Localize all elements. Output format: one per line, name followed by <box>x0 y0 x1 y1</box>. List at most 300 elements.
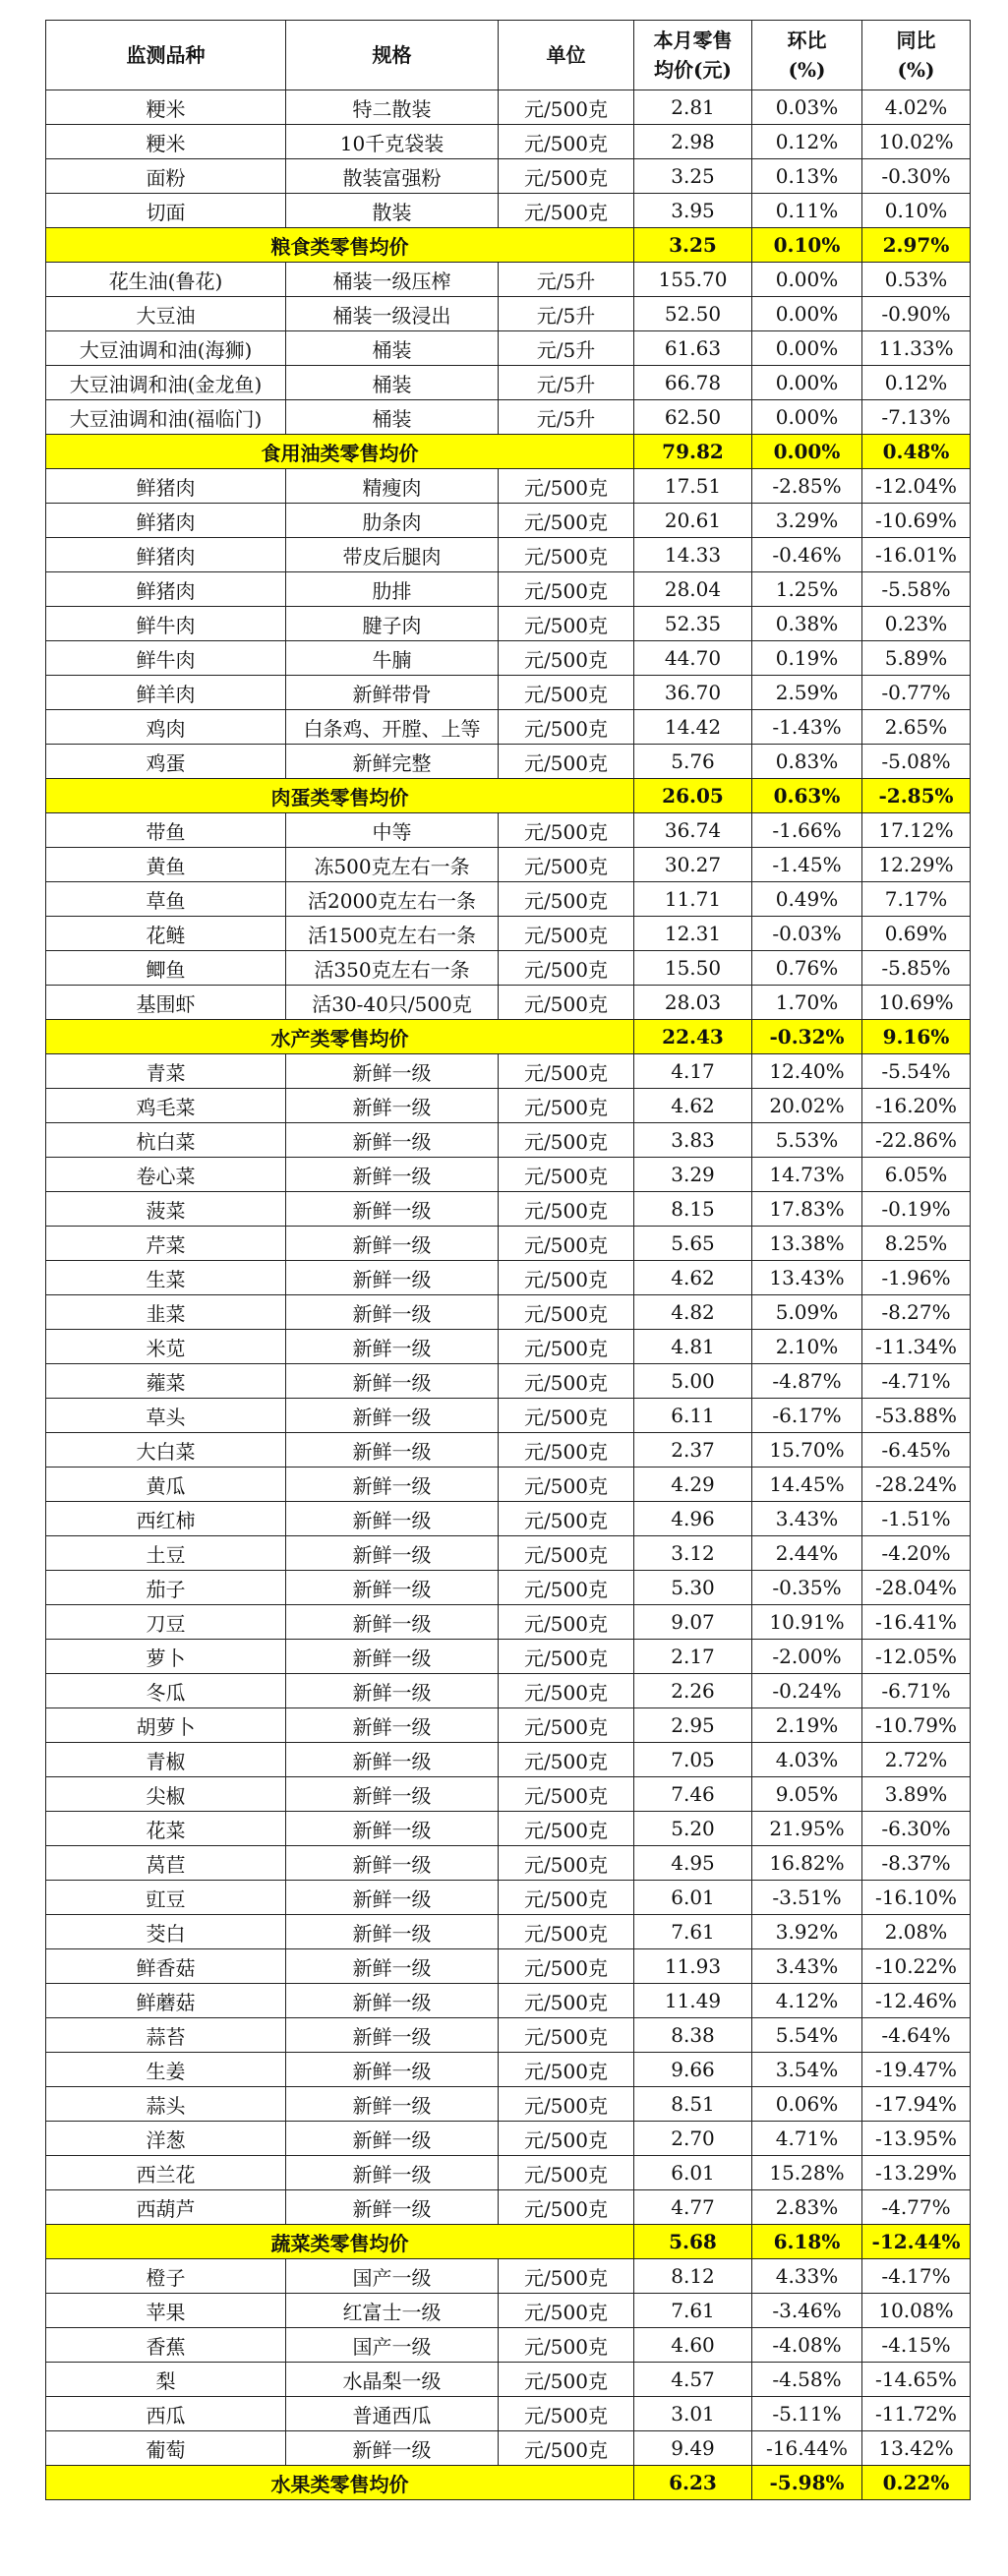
item-price: 3.12 <box>634 1536 752 1571</box>
item-mom: 4.71% <box>752 2122 862 2156</box>
item-name: 尖椒 <box>46 1777 286 1812</box>
item-unit: 元/500克 <box>499 2294 634 2328</box>
item-spec: 新鲜带骨 <box>286 676 499 710</box>
average-label: 水果类零售均价 <box>46 2466 634 2500</box>
item-mom: 0.00% <box>752 297 862 331</box>
item-price: 4.60 <box>634 2328 752 2363</box>
average-label: 食用油类零售均价 <box>46 435 634 469</box>
item-spec: 新鲜一级 <box>286 2018 499 2053</box>
item-yoy: -8.37% <box>862 1846 971 1881</box>
item-yoy: -28.24% <box>862 1468 971 1502</box>
item-name: 鲜蘑菇 <box>46 1984 286 2018</box>
table-row <box>46 1123 971 1158</box>
item-mom: 0.12% <box>752 125 862 159</box>
item-name: 鲜猪肉 <box>46 504 286 538</box>
item-price: 5.65 <box>634 1227 752 1261</box>
table-row <box>46 572 971 607</box>
item-mom: 14.73% <box>752 1158 862 1192</box>
item-name: 花生油(鲁花) <box>46 263 286 297</box>
item-unit: 元/5升 <box>499 366 634 400</box>
table-row <box>46 1330 971 1364</box>
item-mom: 2.83% <box>752 2190 862 2225</box>
table-row <box>46 813 971 848</box>
table-row <box>46 1399 971 1433</box>
price-table-container <box>45 20 970 2500</box>
item-mom: 4.12% <box>752 1984 862 2018</box>
item-name: 鸡毛菜 <box>46 1089 286 1123</box>
table-row <box>46 1536 971 1571</box>
item-spec: 新鲜一级 <box>286 1123 499 1158</box>
item-spec: 新鲜一级 <box>286 1743 499 1777</box>
item-price: 52.35 <box>634 607 752 641</box>
item-price: 3.01 <box>634 2397 752 2431</box>
item-price: 4.96 <box>634 1502 752 1536</box>
item-spec: 新鲜一级 <box>286 2156 499 2190</box>
table-row <box>46 882 971 917</box>
item-yoy: -10.22% <box>862 1949 971 1984</box>
item-unit: 元/500克 <box>499 2328 634 2363</box>
item-name: 葡萄 <box>46 2431 286 2466</box>
item-spec: 10千克袋装 <box>286 125 499 159</box>
average-mom: -5.98% <box>752 2466 862 2500</box>
item-mom: 0.06% <box>752 2087 862 2122</box>
item-name: 生菜 <box>46 1261 286 1295</box>
item-spec: 新鲜一级 <box>286 1192 499 1227</box>
table-row <box>46 1812 971 1846</box>
item-spec: 红富士一级 <box>286 2294 499 2328</box>
item-yoy: -12.04% <box>862 469 971 504</box>
item-unit: 元/500克 <box>499 1158 634 1192</box>
item-spec: 新鲜一级 <box>286 1158 499 1192</box>
header-line: 本月零售 <box>653 29 733 52</box>
item-name: 土豆 <box>46 1536 286 1571</box>
item-unit: 元/500克 <box>499 676 634 710</box>
table-row <box>46 2122 971 2156</box>
item-unit: 元/500克 <box>499 2122 634 2156</box>
category-average-row <box>46 1020 971 1054</box>
item-yoy: 4.02% <box>862 90 971 125</box>
item-mom: 12.40% <box>752 1054 862 1089</box>
item-price: 14.33 <box>634 538 752 572</box>
table-row <box>46 1743 971 1777</box>
item-spec: 新鲜一级 <box>286 1812 499 1846</box>
item-unit: 元/500克 <box>499 2259 634 2294</box>
table-header <box>46 21 971 90</box>
item-spec: 活1500克左右一条 <box>286 917 499 951</box>
item-mom: 21.95% <box>752 1812 862 1846</box>
item-mom: -1.43% <box>752 710 862 745</box>
item-unit: 元/5升 <box>499 400 634 435</box>
item-name: 青菜 <box>46 1054 286 1089</box>
header-price <box>634 21 752 90</box>
item-spec: 活350克左右一条 <box>286 951 499 986</box>
item-yoy: 10.02% <box>862 125 971 159</box>
item-price: 52.50 <box>634 297 752 331</box>
item-price: 6.11 <box>634 1399 752 1433</box>
item-unit: 元/500克 <box>499 1571 634 1605</box>
average-label: 粮食类零售均价 <box>46 228 634 263</box>
item-yoy: -8.27% <box>862 1295 971 1330</box>
item-name: 苹果 <box>46 2294 286 2328</box>
header-line: 监测品种 <box>126 43 206 67</box>
header-row <box>46 21 971 90</box>
item-name: 米苋 <box>46 1330 286 1364</box>
item-name: 蒜苔 <box>46 2018 286 2053</box>
item-name: 草头 <box>46 1399 286 1433</box>
table-row <box>46 917 971 951</box>
item-mom: 0.83% <box>752 745 862 779</box>
item-mom: 17.83% <box>752 1192 862 1227</box>
item-name: 花鲢 <box>46 917 286 951</box>
item-name: 基围虾 <box>46 986 286 1020</box>
table-row <box>46 1433 971 1468</box>
item-yoy: 0.53% <box>862 263 971 297</box>
item-yoy: 10.69% <box>862 986 971 1020</box>
item-yoy: -6.45% <box>862 1433 971 1468</box>
item-yoy: -0.19% <box>862 1192 971 1227</box>
item-spec: 国产一级 <box>286 2328 499 2363</box>
table-row <box>46 1468 971 1502</box>
item-name: 芹菜 <box>46 1227 286 1261</box>
item-mom: 0.00% <box>752 331 862 366</box>
item-price: 2.81 <box>634 90 752 125</box>
item-yoy: 17.12% <box>862 813 971 848</box>
item-yoy: -5.58% <box>862 572 971 607</box>
table-row <box>46 1227 971 1261</box>
item-yoy: -22.86% <box>862 1123 971 1158</box>
item-yoy: -13.29% <box>862 2156 971 2190</box>
average-price: 6.23 <box>634 2466 752 2500</box>
item-spec: 新鲜一级 <box>286 1364 499 1399</box>
average-mom: 0.10% <box>752 228 862 263</box>
item-spec: 活2000克左右一条 <box>286 882 499 917</box>
item-mom: -6.17% <box>752 1399 862 1433</box>
item-name: 粳米 <box>46 125 286 159</box>
item-price: 7.61 <box>634 2294 752 2328</box>
table-row <box>46 2363 971 2397</box>
item-price: 28.03 <box>634 986 752 1020</box>
item-spec: 新鲜一级 <box>286 1846 499 1881</box>
item-name: 大豆油调和油(福临门) <box>46 400 286 435</box>
item-spec: 新鲜一级 <box>286 1502 499 1536</box>
item-spec: 桶装一级压榨 <box>286 263 499 297</box>
table-row <box>46 90 971 125</box>
average-yoy: 0.22% <box>862 2466 971 2500</box>
item-name: 冬瓜 <box>46 1674 286 1708</box>
item-name: 茄子 <box>46 1571 286 1605</box>
average-yoy: -2.85% <box>862 779 971 813</box>
item-price: 4.77 <box>634 2190 752 2225</box>
item-mom: 3.43% <box>752 1949 862 1984</box>
item-name: 大白菜 <box>46 1433 286 1468</box>
item-name: 豇豆 <box>46 1881 286 1915</box>
item-price: 15.50 <box>634 951 752 986</box>
item-unit: 元/500克 <box>499 1777 634 1812</box>
item-unit: 元/500克 <box>499 1330 634 1364</box>
item-price: 36.74 <box>634 813 752 848</box>
item-name: 鸡蛋 <box>46 745 286 779</box>
item-mom: 0.11% <box>752 194 862 228</box>
item-unit: 元/500克 <box>499 2156 634 2190</box>
item-name: 鲜猪肉 <box>46 469 286 504</box>
table-row <box>46 538 971 572</box>
item-yoy: 11.33% <box>862 331 971 366</box>
item-unit: 元/500克 <box>499 745 634 779</box>
item-price: 9.07 <box>634 1605 752 1640</box>
item-spec: 新鲜一级 <box>286 1295 499 1330</box>
item-mom: -3.46% <box>752 2294 862 2328</box>
item-spec: 国产一级 <box>286 2259 499 2294</box>
item-yoy: -12.46% <box>862 1984 971 2018</box>
item-unit: 元/5升 <box>499 331 634 366</box>
item-yoy: -17.94% <box>862 2087 971 2122</box>
item-price: 4.57 <box>634 2363 752 2397</box>
item-yoy: 0.10% <box>862 194 971 228</box>
item-price: 12.31 <box>634 917 752 951</box>
item-yoy: -16.10% <box>862 1881 971 1915</box>
item-mom: -1.66% <box>752 813 862 848</box>
table-row <box>46 848 971 882</box>
item-name: 西红柿 <box>46 1502 286 1536</box>
header-line: (%) <box>788 58 826 82</box>
average-price: 3.25 <box>634 228 752 263</box>
item-yoy: -19.47% <box>862 2053 971 2087</box>
item-mom: 0.38% <box>752 607 862 641</box>
item-unit: 元/500克 <box>499 1949 634 1984</box>
item-mom: -0.35% <box>752 1571 862 1605</box>
item-spec: 新鲜一级 <box>286 1881 499 1915</box>
table-row <box>46 2087 971 2122</box>
item-mom: 5.54% <box>752 2018 862 2053</box>
item-mom: 0.03% <box>752 90 862 125</box>
item-mom: -16.44% <box>752 2431 862 2466</box>
item-price: 5.00 <box>634 1364 752 1399</box>
item-name: 卷心菜 <box>46 1158 286 1192</box>
item-price: 11.71 <box>634 882 752 917</box>
item-spec: 新鲜一级 <box>286 1468 499 1502</box>
item-unit: 元/500克 <box>499 2363 634 2397</box>
item-mom: 0.19% <box>752 641 862 676</box>
item-yoy: -4.71% <box>862 1364 971 1399</box>
item-unit: 元/500克 <box>499 882 634 917</box>
item-price: 3.25 <box>634 159 752 194</box>
table-row <box>46 400 971 435</box>
item-mom: -0.03% <box>752 917 862 951</box>
item-unit: 元/500克 <box>499 1054 634 1089</box>
table-row <box>46 2294 971 2328</box>
table-row <box>46 1502 971 1536</box>
table-row <box>46 2328 971 2363</box>
item-mom: 2.19% <box>752 1708 862 1743</box>
item-name: 梨 <box>46 2363 286 2397</box>
item-mom: -5.11% <box>752 2397 862 2431</box>
item-spec: 新鲜一级 <box>286 1433 499 1468</box>
item-unit: 元/500克 <box>499 90 634 125</box>
item-yoy: 13.42% <box>862 2431 971 2466</box>
item-yoy: -12.05% <box>862 1640 971 1674</box>
item-name: 草鱼 <box>46 882 286 917</box>
item-unit: 元/500克 <box>499 986 634 1020</box>
item-name: 大豆油调和油(金龙鱼) <box>46 366 286 400</box>
item-yoy: -4.77% <box>862 2190 971 2225</box>
item-name: 洋葱 <box>46 2122 286 2156</box>
item-price: 17.51 <box>634 469 752 504</box>
item-spec: 新鲜一级 <box>286 1949 499 1984</box>
item-spec: 活30-40只/500克 <box>286 986 499 1020</box>
item-price: 7.61 <box>634 1915 752 1949</box>
item-mom: 4.33% <box>752 2259 862 2294</box>
item-spec: 水晶梨一级 <box>286 2363 499 2397</box>
average-label: 肉蛋类零售均价 <box>46 779 634 813</box>
item-price: 2.98 <box>634 125 752 159</box>
item-unit: 元/500克 <box>499 1743 634 1777</box>
item-mom: 0.00% <box>752 366 862 400</box>
item-unit: 元/500克 <box>499 917 634 951</box>
item-price: 155.70 <box>634 263 752 297</box>
item-yoy: -0.30% <box>862 159 971 194</box>
table-row <box>46 1089 971 1123</box>
item-unit: 元/500克 <box>499 641 634 676</box>
average-label: 水产类零售均价 <box>46 1020 634 1054</box>
item-name: 香蕉 <box>46 2328 286 2363</box>
item-name: 鲜猪肉 <box>46 538 286 572</box>
item-spec: 新鲜完整 <box>286 745 499 779</box>
item-mom: 3.54% <box>752 2053 862 2087</box>
table-row <box>46 2156 971 2190</box>
item-price: 4.81 <box>634 1330 752 1364</box>
item-mom: -0.46% <box>752 538 862 572</box>
item-yoy: 7.17% <box>862 882 971 917</box>
item-spec: 新鲜一级 <box>286 1640 499 1674</box>
item-yoy: 2.08% <box>862 1915 971 1949</box>
item-spec: 腱子肉 <box>286 607 499 641</box>
item-spec: 新鲜一级 <box>286 1536 499 1571</box>
item-mom: 1.70% <box>752 986 862 1020</box>
item-price: 4.29 <box>634 1468 752 1502</box>
item-yoy: -10.69% <box>862 504 971 538</box>
item-price: 2.95 <box>634 1708 752 1743</box>
item-unit: 元/500克 <box>499 2018 634 2053</box>
table-row <box>46 1949 971 1984</box>
item-name: 鲜猪肉 <box>46 572 286 607</box>
item-price: 8.12 <box>634 2259 752 2294</box>
item-unit: 元/500克 <box>499 159 634 194</box>
item-unit: 元/500克 <box>499 1433 634 1468</box>
item-mom: 3.29% <box>752 504 862 538</box>
item-yoy: -4.64% <box>862 2018 971 2053</box>
average-yoy: 0.48% <box>862 435 971 469</box>
category-average-row <box>46 779 971 813</box>
item-spec: 新鲜一级 <box>286 1708 499 1743</box>
item-yoy: 5.89% <box>862 641 971 676</box>
item-unit: 元/500克 <box>499 504 634 538</box>
item-name: 蒜头 <box>46 2087 286 2122</box>
item-name: 鲜牛肉 <box>46 641 286 676</box>
category-average-row <box>46 2466 971 2500</box>
item-unit: 元/500克 <box>499 125 634 159</box>
item-name: 鲜香菇 <box>46 1949 286 1984</box>
item-unit: 元/500克 <box>499 710 634 745</box>
item-yoy: -5.54% <box>862 1054 971 1089</box>
item-spec: 牛腩 <box>286 641 499 676</box>
item-unit: 元/500克 <box>499 1536 634 1571</box>
table-row <box>46 641 971 676</box>
item-name: 橙子 <box>46 2259 286 2294</box>
item-price: 14.42 <box>634 710 752 745</box>
table-row <box>46 469 971 504</box>
category-average-row <box>46 2225 971 2259</box>
item-spec: 新鲜一级 <box>286 2190 499 2225</box>
item-name: 刀豆 <box>46 1605 286 1640</box>
item-mom: 0.76% <box>752 951 862 986</box>
item-yoy: 0.69% <box>862 917 971 951</box>
item-name: 鸡肉 <box>46 710 286 745</box>
item-mom: 5.53% <box>752 1123 862 1158</box>
item-price: 4.62 <box>634 1089 752 1123</box>
item-name: 鲜牛肉 <box>46 607 286 641</box>
item-price: 36.70 <box>634 676 752 710</box>
item-name: 大豆油 <box>46 297 286 331</box>
retail-price-table <box>45 20 971 2500</box>
item-spec: 新鲜一级 <box>286 1605 499 1640</box>
item-yoy: -10.79% <box>862 1708 971 1743</box>
item-unit: 元/500克 <box>499 1915 634 1949</box>
item-spec: 白条鸡、开膛、上等 <box>286 710 499 745</box>
item-mom: 3.92% <box>752 1915 862 1949</box>
item-price: 3.95 <box>634 194 752 228</box>
item-mom: 16.82% <box>752 1846 862 1881</box>
table-row <box>46 986 971 1020</box>
item-unit: 元/500克 <box>499 2087 634 2122</box>
item-name: 杭白菜 <box>46 1123 286 1158</box>
header-unit <box>499 21 634 90</box>
item-price: 62.50 <box>634 400 752 435</box>
item-price: 44.70 <box>634 641 752 676</box>
item-mom: 15.28% <box>752 2156 862 2190</box>
average-mom: 0.63% <box>752 779 862 813</box>
item-price: 5.76 <box>634 745 752 779</box>
item-yoy: 2.65% <box>862 710 971 745</box>
item-name: 茭白 <box>46 1915 286 1949</box>
item-yoy: 0.12% <box>862 366 971 400</box>
item-unit: 元/500克 <box>499 1812 634 1846</box>
table-row <box>46 194 971 228</box>
item-unit: 元/500克 <box>499 194 634 228</box>
item-spec: 带皮后腿肉 <box>286 538 499 572</box>
table-row <box>46 2431 971 2466</box>
item-spec: 新鲜一级 <box>286 1674 499 1708</box>
item-price: 28.04 <box>634 572 752 607</box>
category-average-row <box>46 435 971 469</box>
item-name: 花菜 <box>46 1812 286 1846</box>
item-unit: 元/500克 <box>499 2190 634 2225</box>
item-price: 20.61 <box>634 504 752 538</box>
item-unit: 元/500克 <box>499 813 634 848</box>
header-line: 环比 <box>787 29 827 52</box>
header-spec <box>286 21 499 90</box>
item-yoy: -7.13% <box>862 400 971 435</box>
item-unit: 元/500克 <box>499 2431 634 2466</box>
table-row <box>46 2018 971 2053</box>
average-yoy: 2.97% <box>862 228 971 263</box>
item-mom: 13.43% <box>752 1261 862 1295</box>
item-spec: 散装 <box>286 194 499 228</box>
item-unit: 元/500克 <box>499 2397 634 2431</box>
table-row <box>46 710 971 745</box>
item-unit: 元/500克 <box>499 538 634 572</box>
table-row <box>46 2053 971 2087</box>
average-yoy: 9.16% <box>862 1020 971 1054</box>
